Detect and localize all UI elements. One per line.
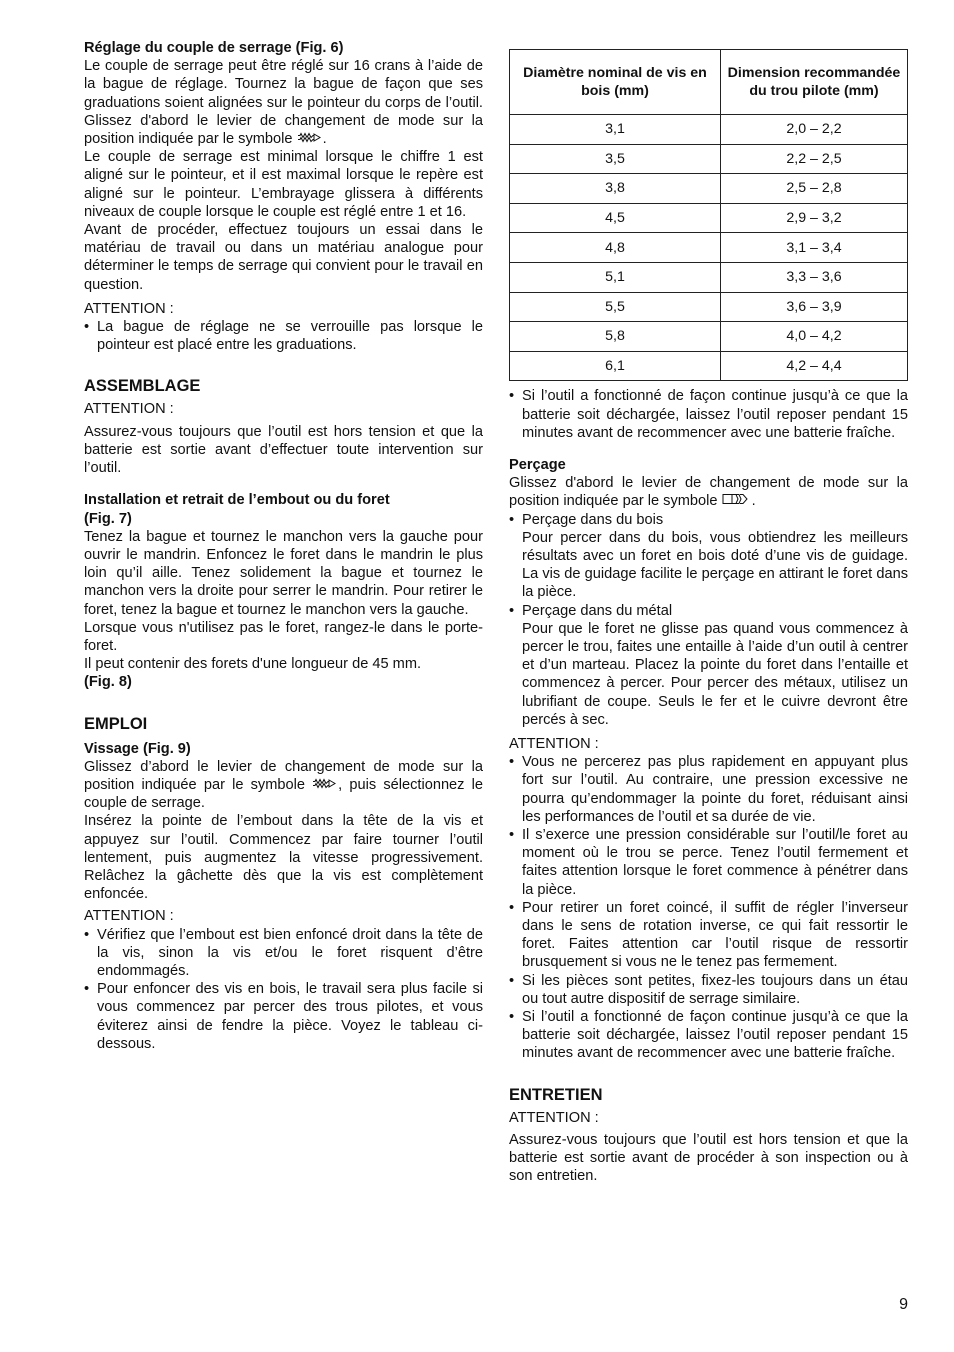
table-cell: 2,5 – 2,8	[721, 174, 908, 204]
table-cell: 6,1	[510, 351, 721, 381]
entretien-heading: ENTRETIEN	[509, 1085, 603, 1104]
pilot-hole-table	[509, 49, 908, 381]
install-paragraph-1: Tenez la bague et tournez le manchon vers la gauche pour ouvrir le mandrin. Enfoncez le foret dans le mandrin le plus loin qu’il aille. Tenez solidement la bague et tournez le manchon vers la droite pour serrer le mandrin. Pour retirer le foret, tenez la bague et tournez le manchon vers la gauche.	[84, 528, 483, 618]
vissage-paragraph-1: Glissez d’abord le levier de changement de mode sur la position indiquée par le symbole , puis sélectionnez le couple de serrage.	[84, 758, 484, 812]
table-row	[510, 144, 908, 174]
install-title: Installation et retrait de l’embout ou du foret (Fig. 7)	[84, 492, 390, 527]
reglage-paragraph-3: Avant de procéder, effectuez toujours un essai dans le matériau de travail ou dans un matériau analogue pour déterminer le temps de serrage qui convient pour le travail en question.	[84, 222, 483, 293]
emploi-heading: EMPLOI	[84, 714, 148, 733]
percage-bullet: • Pour retirer un foret coincé, il suffit de régler l’inverseur dans le sens de rotation inverse, ce qui fait ressortir le foret. Faites attention car l’outil risque de ressortir brusquement si vous ne le tenez pas fermement.	[509, 899, 908, 972]
table-header-screw-diameter: Diamètre nominal de vis en bois (mm)	[510, 50, 721, 115]
vissage-title: Vissage (Fig. 9)	[84, 740, 191, 757]
table-cell: 3,6 – 3,9	[721, 292, 908, 322]
entretien-paragraph: Assurez-vous toujours que l’outil est hors tension et que la batterie est sortie avant de procéder à son inspection ou à son entretien.	[509, 1131, 908, 1185]
table-row	[510, 174, 908, 204]
vissage-bullet: • Vérifiez que l’embout est bien enfoncé droit dans la tête de la vis, sinon la vis et/ou le foret risquent d’être endommagés.	[84, 926, 483, 981]
table-row	[510, 115, 908, 145]
table-cell: 2,0 – 2,2	[721, 115, 908, 145]
table-cell: 4,0 – 4,2	[721, 322, 908, 352]
assemblage-heading: ASSEMBLAGE	[84, 377, 201, 396]
percage-bullet: • Vous ne percerez pas plus rapidement en appuyant plus fort sur l’outil. Au contraire, une pression excessive ne pourra qu’endommager la pointe du foret, réduisant ainsi les performances de l’outil et sa durée de vie.	[509, 753, 908, 826]
table-cell: 5,8	[510, 322, 721, 352]
table-row	[510, 262, 908, 292]
install-paragraph-2: Lorsque vous n'utilisez pas le foret, rangez-le dans le porte-foret.	[84, 619, 483, 654]
vissage-attention: ATTENTION :	[84, 908, 174, 925]
table-row	[510, 203, 908, 233]
percage-paragraph: Glissez d'abord le levier de changement de mode sur la position indiquée par le symbole .	[509, 475, 908, 510]
table-cell: 3,1	[510, 115, 721, 145]
table-cell: 3,1 – 3,4	[721, 233, 908, 263]
reglage-attention: ATTENTION :	[84, 300, 174, 317]
assemblage-attention: ATTENTION :	[84, 401, 174, 418]
table-header-pilot-hole: Dimension recommandée du trou pilote (mm)	[721, 50, 908, 115]
metal-bullet: • Perçage dans du métal Pour que le foret ne glisse pas quand vous commencez à percer le trou, faites une entaille à l’aide d’un outil à centrer et d’un marteau. Placez la pointe du foret dans l’entaille et commencez à percer. Pour percer des métaux, utilisez un lubrifiant de coupe. Seuls le fer et le cuivre devront être percés à sec.	[509, 602, 908, 729]
reglage-bullet: • La bague de réglage ne se verrouille pas lorsque le pointeur est placé entre les graduations.	[84, 318, 483, 354]
table-cell: 2,9 – 3,2	[721, 203, 908, 233]
percage-bullet: • Si les pièces sont petites, fixez-les toujours dans un étau ou tout autre dispositif de serrage similaire.	[509, 972, 908, 1008]
percage-attention: ATTENTION :	[509, 736, 599, 753]
table-row	[510, 292, 908, 322]
left-column	[84, 39, 483, 1053]
reglage-title: Réglage du couple de serrage (Fig. 6)	[84, 40, 344, 56]
install-paragraph-3: Il peut contenir des forets d'une longueur de 45 mm.	[84, 656, 422, 673]
percage-title: Perçage	[509, 456, 566, 473]
screwdriving-symbol-icon	[312, 776, 338, 794]
table-header-row	[510, 50, 908, 115]
vissage-bullet: • Pour enfoncer des vis en bois, le travail sera plus facile si vous commencez par percer des trous pilotes, et vous éviterez ainsi de fendre la pièce. Voyez le tableau ci-dessous.	[84, 980, 483, 1053]
right-column	[509, 39, 908, 1186]
table-row	[510, 351, 908, 381]
reglage-paragraph-2: Le couple de serrage est minimal lorsque le chiffre 1 est aligné sur le pointeur, et il est maximal lorsque le repère est aligné sur le pointeur. L’embrayage glissera à différents niveaux de couple lorsque le couple est réglé entre 1 et 16.	[84, 149, 483, 220]
table-cell: 3,5	[510, 144, 721, 174]
table-cell: 3,8	[510, 174, 721, 204]
percage-bullet: • Si l’outil a fonctionné de façon continue jusqu’à ce que la batterie soit déchargée, laissez l’outil reposer pendant 15 minutes avant de recommencer avec une batterie fraîche.	[509, 1008, 908, 1063]
table-cell: 4,8	[510, 233, 721, 263]
table-cell: 3,3 – 3,6	[721, 262, 908, 292]
entretien-attention: ATTENTION :	[509, 1109, 599, 1126]
table-cell: 5,5	[510, 292, 721, 322]
table-cell: 5,1	[510, 262, 721, 292]
table-row	[510, 233, 908, 263]
reglage-paragraph-1: Le couple de serrage peut être réglé sur 16 crans à l’aide de la bague de réglage. Tournez la bague de façon que ses graduations soient alignées sur le pointeur du corps de l’outil. Glissez d'abord le levier de changement de mode sur la position indiquée par le symbole .	[84, 58, 483, 148]
bois-bullet: • Perçage dans du bois Pour percer dans du bois, vous obtiendrez les meilleurs résultats avec un foret en bois doté d’une vis de guidage. La vis de guidage facilite le perçage en attirant le foret dans la pièce.	[509, 511, 908, 602]
install-fig-ref: (Fig. 8)	[84, 674, 132, 691]
screwdriving-symbol-icon	[297, 130, 323, 148]
table-cell: 4,2 – 4,4	[721, 351, 908, 381]
drill-symbol-icon	[722, 492, 752, 510]
table-row	[510, 322, 908, 352]
page-number: 9	[899, 1296, 908, 1313]
vissage-paragraph-2: Insérez la pointe de l’embout dans la tête de la vis et appuyez sur l’outil. Commencez par faire tourner l’outil lentement, puis augmentez la vitesse progressivement. Relâchez la gâchette dès que la vis est complètement enfoncée.	[84, 813, 483, 903]
table-cell: 4,5	[510, 203, 721, 233]
percage-bullet: • Il s’exerce une pression considérable sur l’outil/le foret au moment où le trou se perce. Tenez l’outil fermement et faites attention lorsque le foret commence à pénétrer dans la pièce.	[509, 826, 908, 899]
assemblage-paragraph: Assurez-vous toujours que l’outil est hors tension et que la batterie est sortie avant d’effectuer toute intervention sur l’outil.	[84, 423, 483, 477]
table-cell: 2,2 – 2,5	[721, 144, 908, 174]
battery-bullet: • Si l’outil a fonctionné de façon continue jusqu’à ce que la batterie soit déchargée, laissez l’outil reposer pendant 15 minutes avant de recommencer avec une batterie fraîche.	[509, 387, 908, 442]
